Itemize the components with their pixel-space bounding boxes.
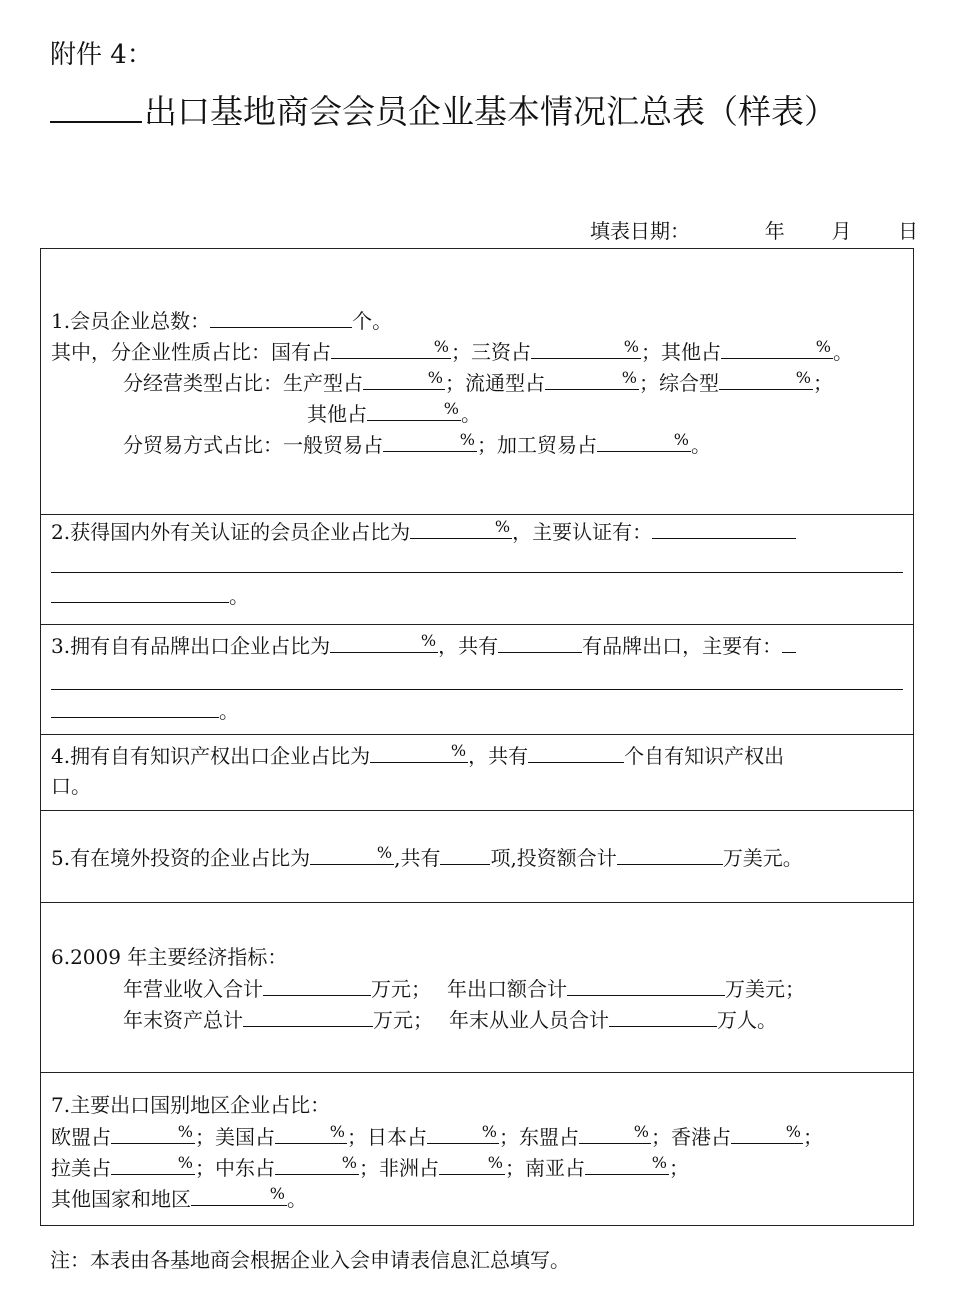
percent-sign: %	[494, 517, 511, 536]
unit-label: 个。	[352, 309, 393, 333]
ip-line	[51, 742, 784, 769]
africa-label: ；非洲占	[359, 1156, 439, 1180]
assets-unit: 万元；	[373, 1008, 433, 1032]
ip-line2	[51, 773, 91, 799]
brand-label: 3.拥有自有品牌出口企业占比为	[51, 634, 331, 658]
main-certification-field[interactable]	[652, 518, 796, 539]
certification-line3	[51, 582, 249, 609]
percent-sign: %	[420, 631, 437, 650]
circulation-field[interactable]	[545, 369, 639, 390]
assets-field[interactable]	[243, 1006, 373, 1027]
ip-pct-field[interactable]	[370, 742, 468, 763]
certification-pct-field[interactable]	[410, 518, 512, 539]
ip-label: 4.拥有自有知识产权出口企业占比为	[51, 744, 371, 768]
employees-field[interactable]	[609, 1006, 717, 1027]
general-trade-field[interactable]	[383, 431, 477, 452]
brands-field-line2[interactable]	[51, 689, 903, 690]
brand-count-field[interactable]	[498, 632, 582, 653]
overseas-pct-field[interactable]	[310, 844, 394, 865]
us-label: ；美国占	[195, 1125, 275, 1149]
date-label: 填表日期：	[590, 219, 690, 243]
other-type-field[interactable]	[367, 400, 461, 421]
percent-sign: %	[269, 1184, 285, 1203]
regions-line1	[51, 1123, 823, 1150]
percent-sign: %	[376, 843, 393, 862]
japan-field[interactable]	[427, 1123, 499, 1144]
footer-note: 注：本表由各基地商会根据企业入会申请表信息汇总填写。	[50, 1248, 570, 1272]
other-ownership-field[interactable]	[721, 338, 833, 359]
section-own-brand	[41, 625, 913, 735]
south-asia-field[interactable]	[585, 1154, 669, 1175]
section-member-count	[41, 249, 913, 515]
percent-sign: %	[443, 399, 459, 418]
member-total-label: 1.会员企业总数：	[51, 309, 211, 333]
certification-line	[51, 518, 796, 545]
period: 。	[833, 340, 853, 364]
percent-sign: %	[633, 1122, 649, 1141]
middle-east-label: ；中东占	[195, 1156, 275, 1180]
year-label: 年	[764, 219, 785, 243]
brand-count-label: ，共有	[438, 634, 499, 658]
indicators-heading-text: 6.2009 年主要经济指标：	[51, 945, 288, 969]
percent-sign: %	[673, 430, 689, 449]
ownership-label: 其中，分企业性质占比：国有占	[51, 340, 331, 364]
employees-unit: 万人。	[717, 1008, 777, 1032]
main-brands-label: 有品牌出口，主要有：	[582, 634, 783, 658]
eu-label: 欧盟占	[51, 1125, 111, 1149]
hongkong-field[interactable]	[731, 1123, 803, 1144]
month-label: 月	[831, 219, 852, 243]
certification-field-line3[interactable]	[51, 582, 229, 603]
percent-sign: %	[177, 1153, 193, 1172]
africa-field[interactable]	[439, 1154, 505, 1175]
investment-total-field[interactable]	[617, 844, 723, 865]
usd-unit-label: 万美元。	[722, 846, 803, 870]
section-certification	[41, 515, 913, 625]
project-count-label: ,共有	[394, 846, 441, 870]
percent-sign: %	[427, 368, 443, 387]
member-total-field[interactable]	[210, 307, 352, 328]
regions-heading-text: 7.主要出口国别地区企业占比：	[51, 1093, 331, 1117]
investment-total-label: 项,投资额合计	[490, 846, 617, 870]
other-regions-label: 其他国家和地区	[51, 1187, 191, 1211]
brands-field-line3[interactable]	[51, 697, 219, 718]
percent-sign: %	[433, 337, 449, 356]
certification-field-line2[interactable]	[51, 572, 903, 573]
percent-sign: %	[177, 1122, 193, 1141]
revenue-label: 年营业收入合计	[123, 977, 263, 1001]
japan-label: ；日本占	[347, 1125, 427, 1149]
circulation-label: ；流通型占	[445, 371, 545, 395]
overseas-label: 5.有在境外投资的企业占比为	[51, 846, 311, 870]
fill-date	[590, 215, 918, 244]
revenue-field[interactable]	[263, 975, 371, 996]
foreign-invested-field[interactable]	[531, 338, 641, 359]
percent-sign: %	[481, 1122, 497, 1141]
form-title-text: 出口基地商会会员企业基本情况汇总表（样表）	[144, 92, 837, 131]
section-economic-indicators	[41, 903, 913, 1073]
brand-pct-field[interactable]	[330, 632, 438, 653]
form-title	[50, 86, 837, 133]
indicators-heading	[51, 944, 287, 970]
semicolon: ；	[669, 1156, 689, 1180]
day-label: 日	[898, 219, 919, 243]
percent-sign: %	[450, 741, 467, 760]
percent-sign: %	[621, 368, 637, 387]
main-brands-field[interactable]	[782, 632, 796, 653]
certification-label: 2.获得国内外有关认证的会员企业占比为	[51, 520, 411, 544]
business-type-line	[123, 369, 833, 396]
percent-sign: %	[795, 368, 811, 387]
hongkong-label: ；香港占	[651, 1125, 731, 1149]
assets-line	[123, 1006, 777, 1033]
processing-trade-field[interactable]	[597, 431, 691, 452]
asean-label: ；东盟占	[499, 1125, 579, 1149]
percent-sign: %	[329, 1122, 345, 1141]
summary-table	[40, 248, 914, 1226]
main-certification-label: ，主要认证有：	[512, 520, 653, 544]
middle-east-field[interactable]	[275, 1154, 359, 1175]
section-ip	[41, 735, 913, 811]
brand-line	[51, 632, 796, 659]
regions-line3	[51, 1185, 307, 1212]
member-total-line	[51, 307, 392, 334]
revenue-line	[123, 975, 805, 1002]
brands-line3	[51, 697, 239, 724]
integrated-field[interactable]	[719, 369, 813, 390]
eu-field[interactable]	[111, 1123, 195, 1144]
ip-line2-text: 口。	[51, 774, 91, 798]
export-value-unit: 万美元；	[725, 977, 805, 1001]
other-regions-field[interactable]	[191, 1185, 287, 1206]
percent-sign: %	[785, 1122, 801, 1141]
other-ownership-label: ；其他占	[641, 340, 721, 364]
state-owned-field[interactable]	[331, 338, 451, 359]
ip-unit-label: 个自有知识产权出	[624, 744, 785, 768]
assets-label: 年末资产总计	[123, 1008, 243, 1032]
period: 。	[219, 699, 239, 723]
employees-label: 年末从业人员合计	[449, 1008, 609, 1032]
project-count-field[interactable]	[440, 844, 490, 865]
business-type-label: 分经营类型占比：生产型占	[123, 371, 363, 395]
asean-field[interactable]	[579, 1123, 651, 1144]
period: 。	[229, 584, 249, 608]
export-value-label: 年出口额合计	[447, 977, 567, 1001]
south-asia-label: ；南亚占	[505, 1156, 585, 1180]
semicolon: ；	[803, 1125, 823, 1149]
percent-sign: %	[815, 337, 831, 356]
percent-sign: %	[623, 337, 639, 356]
us-field[interactable]	[275, 1123, 347, 1144]
latam-label: 拉美占	[51, 1156, 111, 1180]
percent-sign: %	[651, 1153, 667, 1172]
production-field[interactable]	[363, 369, 445, 390]
ip-count-label: ，共有	[468, 744, 529, 768]
processing-trade-label: ；加工贸易占	[477, 433, 597, 457]
period: 。	[461, 402, 481, 426]
attachment-label: 附件 4：	[50, 40, 153, 70]
revenue-unit: 万元；	[371, 977, 431, 1001]
period: 。	[287, 1187, 307, 1211]
base-name-blank[interactable]	[50, 91, 142, 123]
export-value-field[interactable]	[567, 975, 725, 996]
integrated-label: ；综合型	[639, 371, 719, 395]
period: 。	[691, 433, 711, 457]
foreign-invested-label: ；三资占	[451, 340, 531, 364]
regions-heading	[51, 1092, 330, 1118]
percent-sign: %	[341, 1153, 357, 1172]
section-export-regions	[41, 1073, 913, 1227]
percent-sign: %	[487, 1153, 503, 1172]
ip-count-field[interactable]	[528, 742, 624, 763]
semicolon: ；	[813, 371, 833, 395]
overseas-line	[51, 844, 803, 871]
trade-mode-line	[123, 431, 711, 458]
section-overseas-investment	[41, 811, 913, 903]
ownership-line	[51, 338, 853, 365]
percent-sign: %	[459, 430, 475, 449]
other-type-line	[307, 400, 481, 427]
latam-field[interactable]	[111, 1154, 195, 1175]
regions-line2	[51, 1154, 689, 1181]
trade-mode-label: 分贸易方式占比：一般贸易占	[123, 433, 383, 457]
other-type-label: 其他占	[307, 402, 367, 426]
